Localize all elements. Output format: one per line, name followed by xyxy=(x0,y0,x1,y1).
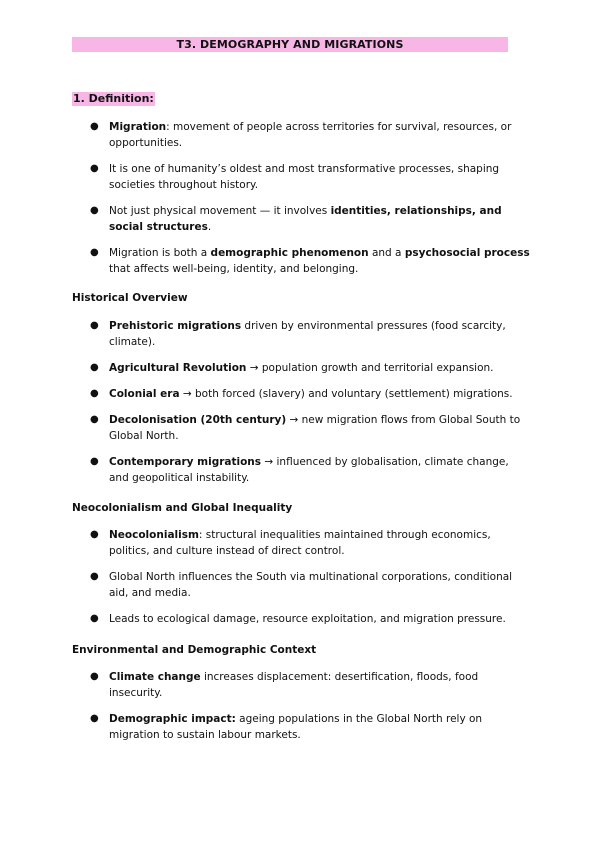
definition-list xyxy=(0,119,600,277)
bullet-icon: ● xyxy=(90,388,99,399)
list-item: ● Colonial era → both forced (slavery) and voluntary (settlement) migrations. xyxy=(90,388,513,400)
list-item: ● Climate change increases displacement: desertification, floods, food insecurity. xyxy=(90,671,479,699)
list-item: ● Contemporary migrations → influenced by globalisation, climate change, and geopolitical instability. xyxy=(90,456,509,484)
list-item: ● Migration: movement of people across territories for survival, resources, or opportunities. xyxy=(90,121,512,149)
list-item: ● Migration is both a demographic phenomenon and a psychosocial process that affects well-being, identity, and belonging. xyxy=(90,247,530,275)
bullet-icon: ● xyxy=(90,163,99,174)
bullet-icon: ● xyxy=(90,320,99,331)
list-item: ● Agricultural Revolution → population growth and territorial expansion. xyxy=(90,362,494,374)
page-title: T3. DEMOGRAPHY AND MIGRATIONS xyxy=(72,37,508,52)
list-item: ● Decolonisation (20th century) → new migration flows from Global South to Global North. xyxy=(90,414,521,442)
definition-heading: 1. Definition: xyxy=(73,92,154,105)
neocolonialism-heading: Neocolonialism and Global Inequality xyxy=(72,502,293,514)
bullet-icon: ● xyxy=(90,414,99,425)
bullet-icon: ● xyxy=(90,121,99,132)
list-item: ● Demographic impact: ageing populations in the Global North rely on migration to sustain labour markets. xyxy=(90,713,483,741)
bullet-icon: ● xyxy=(90,247,99,258)
neocolonialism-list xyxy=(0,527,600,627)
bullet-icon: ● xyxy=(90,713,99,724)
bullet-icon: ● xyxy=(90,456,99,467)
historical-list xyxy=(0,318,600,486)
bullet-icon: ● xyxy=(90,671,99,682)
bullet-icon: ● xyxy=(90,613,99,624)
environmental-heading: Environmental and Demographic Context xyxy=(72,644,317,656)
list-item: ● Neocolonialism: structural inequalities maintained through economics, politics, and culture instead of direct control. xyxy=(90,529,491,557)
list-item: ● Prehistoric migrations driven by environmental pressures (food scarcity, climate). xyxy=(90,320,506,348)
environmental-list xyxy=(0,669,600,743)
bullet-icon: ● xyxy=(90,362,99,373)
list-item: ● It is one of humanity’s oldest and most transformative processes, shaping societies throughout history. xyxy=(90,163,500,191)
list-item: ● Not just physical movement — it involves identities, relationships, and social structures. xyxy=(90,205,502,233)
bullet-icon: ● xyxy=(90,529,99,540)
historical-heading: Historical Overview xyxy=(72,292,188,304)
bullet-icon: ● xyxy=(90,205,99,216)
list-item: ● Global North influences the South via multinational corporations, conditional aid, and media. xyxy=(90,571,513,599)
bullet-icon: ● xyxy=(90,571,99,582)
list-item: ● Leads to ecological damage, resource exploitation, and migration pressure. xyxy=(90,613,506,625)
